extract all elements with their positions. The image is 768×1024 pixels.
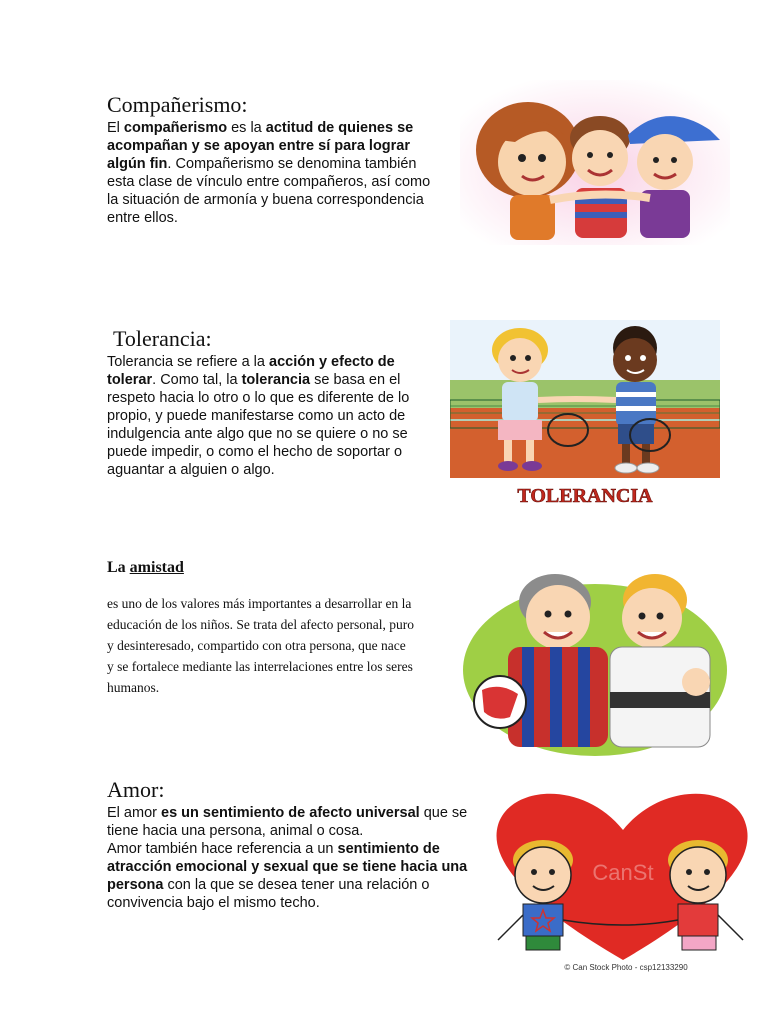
text-run: se basa en el respeto hacia lo otro o lo que es diferente de lo propio, y puede manifestarse como un acto de indulgencia ante algo que no se quiere o no se puede impedir, o como el hecho de soportar o aguantar a alguien o algo.: [107, 372, 410, 478]
section-paragraph-companerismo: [107, 119, 442, 227]
bold-text-run: es un sentimiento de afecto universal: [161, 805, 420, 821]
text-run: es la: [227, 120, 266, 136]
text-run: . Como tal, la: [152, 372, 242, 388]
section-title-underlined: amistad: [129, 559, 184, 576]
paragraph-line: humanos.: [107, 680, 160, 695]
text-run: . Compañerismo se denomina también esta clase de vínculo entre compañeros, así como la situación de armonía y buena correspondencia entre ellos.: [107, 156, 431, 226]
text-run: con la que se desea tener una relación o convivencia bajo el mismo techo.: [107, 877, 430, 911]
bold-text-run: tolerancia: [241, 372, 311, 388]
section-title-prefix: La: [107, 559, 130, 576]
bold-text-run: acción y efecto de tolerar: [107, 354, 395, 388]
amor-image-watermark: CanSt: [592, 860, 654, 885]
text-run: El: [107, 120, 124, 136]
text-run: Amor también hace referencia a un: [107, 841, 338, 857]
bold-text-run: compañerismo: [123, 120, 228, 136]
paragraph-line: es uno de los valores más importantes a desarrollar en la: [107, 596, 412, 611]
section-title-amor: Amor:: [107, 777, 165, 802]
section-paragraph-tolerancia: [107, 353, 425, 479]
amor-illustration: [488, 780, 758, 975]
companerismo-illustration: [460, 80, 730, 245]
amor-image-credit: © Can Stock Photo - csp12133290: [564, 963, 688, 972]
tolerancia-image-text: TOLERANCIA: [517, 485, 653, 507]
section-paragraph-amistad: [107, 593, 457, 698]
section-title-companerismo: Compañerismo:: [107, 92, 248, 117]
tolerancia-illustration: [450, 320, 720, 508]
section-paragraph-amor: [107, 804, 479, 912]
section-title-tolerancia: Tolerancia:: [113, 326, 212, 351]
paragraph-line: y desinteresado, compartido con otra persona, que nace: [107, 638, 406, 653]
paragraph-line: y se fortalece mediante las interrelaciones entre los seres: [107, 659, 413, 674]
bold-text-run: sentimiento de atracción emocional y sexual que se tiene hacia una persona: [107, 841, 468, 893]
paragraph-line: educación de los niños. Se trata del afecto personal, puro: [107, 617, 415, 632]
text-run: Tolerancia se refiere a la: [107, 354, 269, 370]
text-run: El amor: [107, 805, 161, 821]
text-run: que se tiene hacia una persona, animal o cosa.: [107, 805, 468, 839]
amistad-illustration: [460, 562, 730, 757]
bold-text-run: actitud de quienes se acompañan y se apoyan entre sí para lograr algún fin: [107, 120, 414, 172]
section-title-amistad: [107, 559, 184, 577]
